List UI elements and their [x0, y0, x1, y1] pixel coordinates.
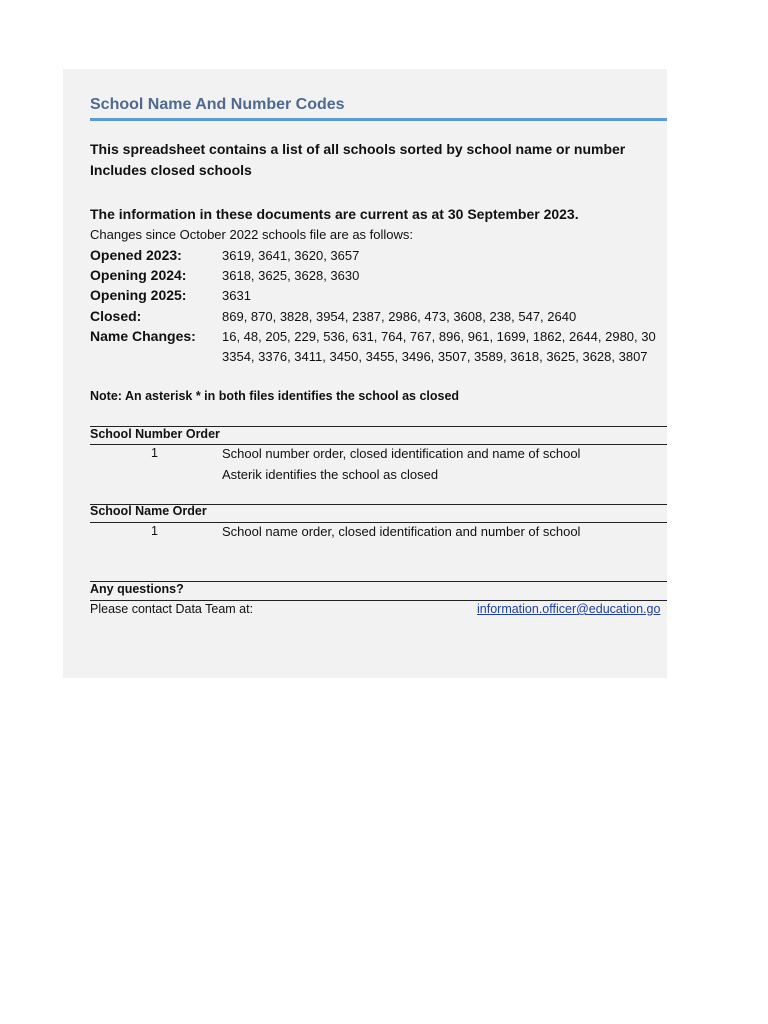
- opened-2023-label: Opened 2023:: [90, 247, 182, 263]
- contact-text: Please contact Data Team at:: [90, 602, 254, 616]
- closed-label: Closed:: [90, 308, 142, 324]
- number-order-index: 1: [151, 446, 158, 460]
- number-order-note: Asterik identifies the school as closed: [222, 467, 439, 482]
- opening-2025-label: Opening 2025:: [90, 287, 187, 303]
- divider: [90, 444, 667, 445]
- number-order-heading: School Number Order: [90, 427, 220, 441]
- intro-line-1: This spreadsheet contains a list of all schools sorted by school name or number: [90, 141, 626, 157]
- title-underline: [90, 118, 667, 121]
- opened-2023-value: 3619, 3641, 3620, 3657: [222, 248, 360, 263]
- closed-value: 869, 870, 3828, 3954, 2387, 2986, 473, 3608, 238, 547, 2640: [222, 309, 577, 324]
- asterisk-note: Note: An asterisk * in both files identifies the school as closed: [90, 389, 460, 403]
- opening-2024-value: 3618, 3625, 3628, 3630: [222, 268, 360, 283]
- name-changes-value-cont: 3354, 3376, 3411, 3450, 3455, 3496, 3507, 3589, 3618, 3625, 3628, 3807: [222, 349, 648, 364]
- contact-email-link[interactable]: information.officer@education.go: [477, 602, 661, 616]
- name-order-index: 1: [151, 524, 158, 538]
- intro-line-2: Includes closed schools: [90, 162, 252, 178]
- page-title: School Name And Number Codes: [90, 96, 345, 113]
- changes-intro: Changes since October 2022 schools file are as follows:: [90, 227, 414, 242]
- opening-2025-value: 3631: [222, 288, 251, 303]
- name-order-desc: School name order, closed identification and number of school: [222, 524, 581, 539]
- spreadsheet-area: [63, 69, 667, 678]
- questions-heading: Any questions?: [90, 582, 184, 596]
- name-changes-label: Name Changes:: [90, 328, 196, 344]
- divider: [90, 600, 667, 601]
- name-changes-value: 16, 48, 205, 229, 536, 631, 764, 767, 896, 961, 1699, 1862, 2644, 2980, 30: [222, 329, 656, 344]
- name-order-heading: School Name Order: [90, 504, 207, 518]
- number-order-desc: School number order, closed identification and name of school: [222, 446, 581, 461]
- divider: [90, 522, 667, 523]
- current-as-at: The information in these documents are current as at 30 September 2023.: [90, 206, 579, 222]
- opening-2024-label: Opening 2024:: [90, 267, 187, 283]
